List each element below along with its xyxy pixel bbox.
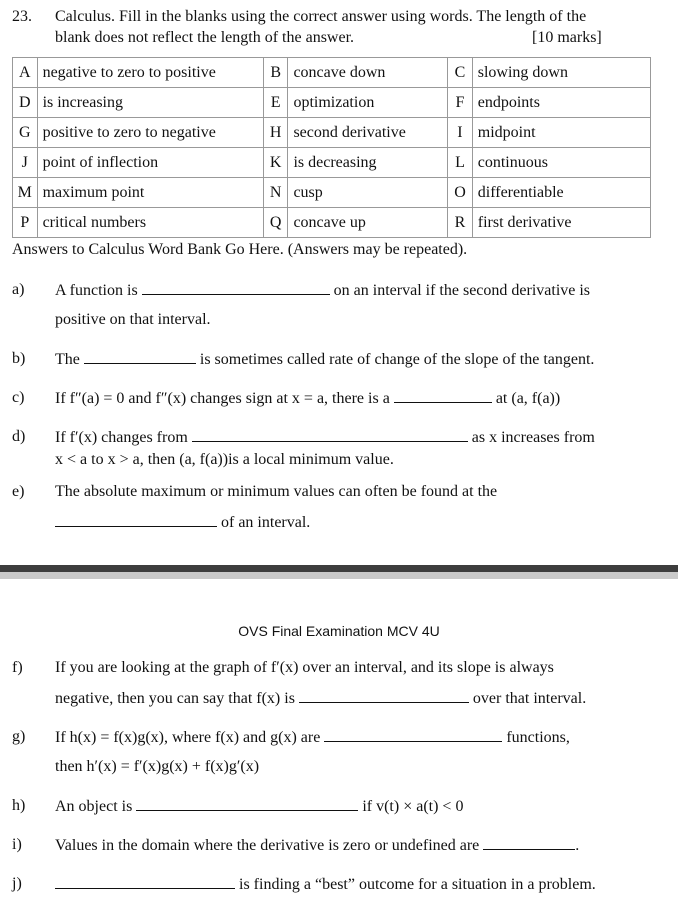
word-bank-letter: G bbox=[13, 118, 38, 148]
word-bank-term: midpoint bbox=[472, 118, 650, 148]
word-bank-letter: O bbox=[448, 178, 473, 208]
word-bank-letter: C bbox=[448, 58, 473, 88]
question-marks: [10 marks] bbox=[532, 29, 602, 46]
item-f bbox=[55, 688, 586, 709]
word-bank-term: is increasing bbox=[37, 88, 263, 118]
item-i-label: i) bbox=[12, 836, 22, 853]
item-c-label: c) bbox=[12, 389, 25, 406]
word-bank-row bbox=[13, 148, 651, 178]
item-i-post: . bbox=[575, 837, 580, 854]
word-bank-row bbox=[13, 118, 651, 148]
answers-instructions: Answers to Calculus Word Bank Go Here. (Answers may be repeated). bbox=[12, 241, 468, 258]
item-g bbox=[55, 727, 570, 748]
item-h-post: if v(t) × a(t) < 0 bbox=[362, 798, 464, 815]
question-number: 23. bbox=[12, 8, 32, 25]
item-h-pre: An object is bbox=[55, 798, 133, 815]
word-bank-row bbox=[13, 208, 651, 238]
word-bank-term: positive to zero to negative bbox=[37, 118, 263, 148]
word-bank-letter: N bbox=[263, 178, 288, 208]
item-f-post: over that interval. bbox=[472, 690, 587, 707]
item-d-blank[interactable] bbox=[192, 427, 468, 442]
item-i-blank[interactable] bbox=[483, 835, 575, 850]
item-b-pre: The bbox=[55, 351, 80, 368]
item-d bbox=[55, 427, 595, 448]
page-break-grey bbox=[0, 572, 678, 579]
item-d-post: as x increases from bbox=[471, 429, 595, 446]
word-bank-term: cusp bbox=[288, 178, 448, 208]
word-bank-term: continuous bbox=[472, 148, 650, 178]
item-d-label: d) bbox=[12, 428, 26, 445]
item-i bbox=[55, 835, 579, 856]
item-e-line1: The absolute maximum or minimum values can often be found at the bbox=[55, 483, 498, 500]
word-bank-term: point of inflection bbox=[37, 148, 263, 178]
item-g-label: g) bbox=[12, 728, 26, 745]
item-e bbox=[55, 512, 310, 533]
item-i-pre: Values in the domain where the derivative is zero or undefined are bbox=[55, 837, 480, 854]
word-bank-letter: K bbox=[263, 148, 288, 178]
word-bank-letter: R bbox=[448, 208, 473, 238]
word-bank-row bbox=[13, 58, 651, 88]
word-bank-letter: M bbox=[13, 178, 38, 208]
word-bank-term: negative to zero to positive bbox=[37, 58, 263, 88]
item-e-label: e) bbox=[12, 483, 25, 500]
item-c bbox=[55, 388, 560, 409]
word-bank-term: concave up bbox=[288, 208, 448, 238]
item-f-pre: negative, then you can say that f(x) is bbox=[55, 690, 295, 707]
item-h-blank[interactable] bbox=[136, 796, 358, 811]
item-g-line2: then h′(x) = f′(x)g(x) + f(x)g′(x) bbox=[55, 758, 260, 775]
item-g-blank[interactable] bbox=[324, 727, 502, 742]
word-bank-letter: Q bbox=[263, 208, 288, 238]
item-j-blank[interactable] bbox=[55, 874, 235, 889]
item-a-post: on an interval if the second derivative is bbox=[333, 282, 591, 299]
word-bank-letter: H bbox=[263, 118, 288, 148]
word-bank-letter: I bbox=[448, 118, 473, 148]
word-bank-term: is decreasing bbox=[288, 148, 448, 178]
item-c-blank[interactable] bbox=[394, 388, 492, 403]
item-c-pre: If f″(a) = 0 and f″(x) changes sign at x = a, there is a bbox=[55, 390, 390, 407]
item-b-post: is sometimes called rate of change of the slope of the tangent. bbox=[199, 351, 595, 368]
word-bank-letter: B bbox=[263, 58, 288, 88]
item-f-label: f) bbox=[12, 659, 23, 676]
word-bank-term: critical numbers bbox=[37, 208, 263, 238]
word-bank-term: optimization bbox=[288, 88, 448, 118]
word-bank-letter: J bbox=[13, 148, 38, 178]
word-bank-term: slowing down bbox=[472, 58, 650, 88]
item-d-pre: If f′(x) changes from bbox=[55, 429, 188, 446]
item-b-label: b) bbox=[12, 350, 26, 367]
item-d-line2: x < a to x > a, then (a, f(a))is a local minimum value. bbox=[55, 451, 394, 468]
word-bank-letter: P bbox=[13, 208, 38, 238]
question-instructions-line1: Calculus. Fill in the blanks using the correct answer using words. The length of the bbox=[55, 8, 587, 25]
item-h bbox=[55, 796, 463, 817]
item-h-label: h) bbox=[12, 797, 26, 814]
word-bank-letter: D bbox=[13, 88, 38, 118]
item-a-label: a) bbox=[12, 281, 25, 298]
item-c-post: at (a, f(a)) bbox=[495, 390, 561, 407]
word-bank-term: endpoints bbox=[472, 88, 650, 118]
item-f-line1: If you are looking at the graph of f′(x) over an interval, and its slope is always bbox=[55, 659, 554, 676]
word-bank-row bbox=[13, 88, 651, 118]
word-bank-table bbox=[12, 57, 651, 238]
item-j-label: j) bbox=[12, 875, 22, 892]
word-bank-term: differentiable bbox=[472, 178, 650, 208]
word-bank-letter: L bbox=[448, 148, 473, 178]
page-break-dark bbox=[0, 565, 678, 572]
item-j-post: is finding a “best” outcome for a situation in a problem. bbox=[239, 876, 596, 893]
item-a-line2: positive on that interval. bbox=[55, 311, 211, 328]
item-a-blank[interactable] bbox=[142, 280, 330, 295]
page-header: OVS Final Examination MCV 4U bbox=[238, 623, 440, 639]
item-b bbox=[55, 349, 594, 370]
item-e-blank[interactable] bbox=[55, 512, 217, 527]
word-bank-term: first derivative bbox=[472, 208, 650, 238]
word-bank-term: second derivative bbox=[288, 118, 448, 148]
item-a bbox=[55, 280, 590, 301]
item-e-post: of an interval. bbox=[221, 514, 311, 531]
question-instructions-line2: blank does not reflect the length of the answer. bbox=[55, 29, 355, 46]
word-bank-term: concave down bbox=[288, 58, 448, 88]
item-g-pre: If h(x) = f(x)g(x), where f(x) and g(x) are bbox=[55, 729, 321, 746]
word-bank-letter: A bbox=[13, 58, 38, 88]
item-j bbox=[55, 874, 596, 895]
word-bank-letter: F bbox=[448, 88, 473, 118]
word-bank-letter: E bbox=[263, 88, 288, 118]
item-g-post: functions, bbox=[506, 729, 570, 746]
item-a-pre: A function is bbox=[55, 282, 138, 299]
item-f-blank[interactable] bbox=[299, 688, 469, 703]
word-bank-row bbox=[13, 178, 651, 208]
word-bank-term: maximum point bbox=[37, 178, 263, 208]
item-b-blank[interactable] bbox=[84, 349, 196, 364]
